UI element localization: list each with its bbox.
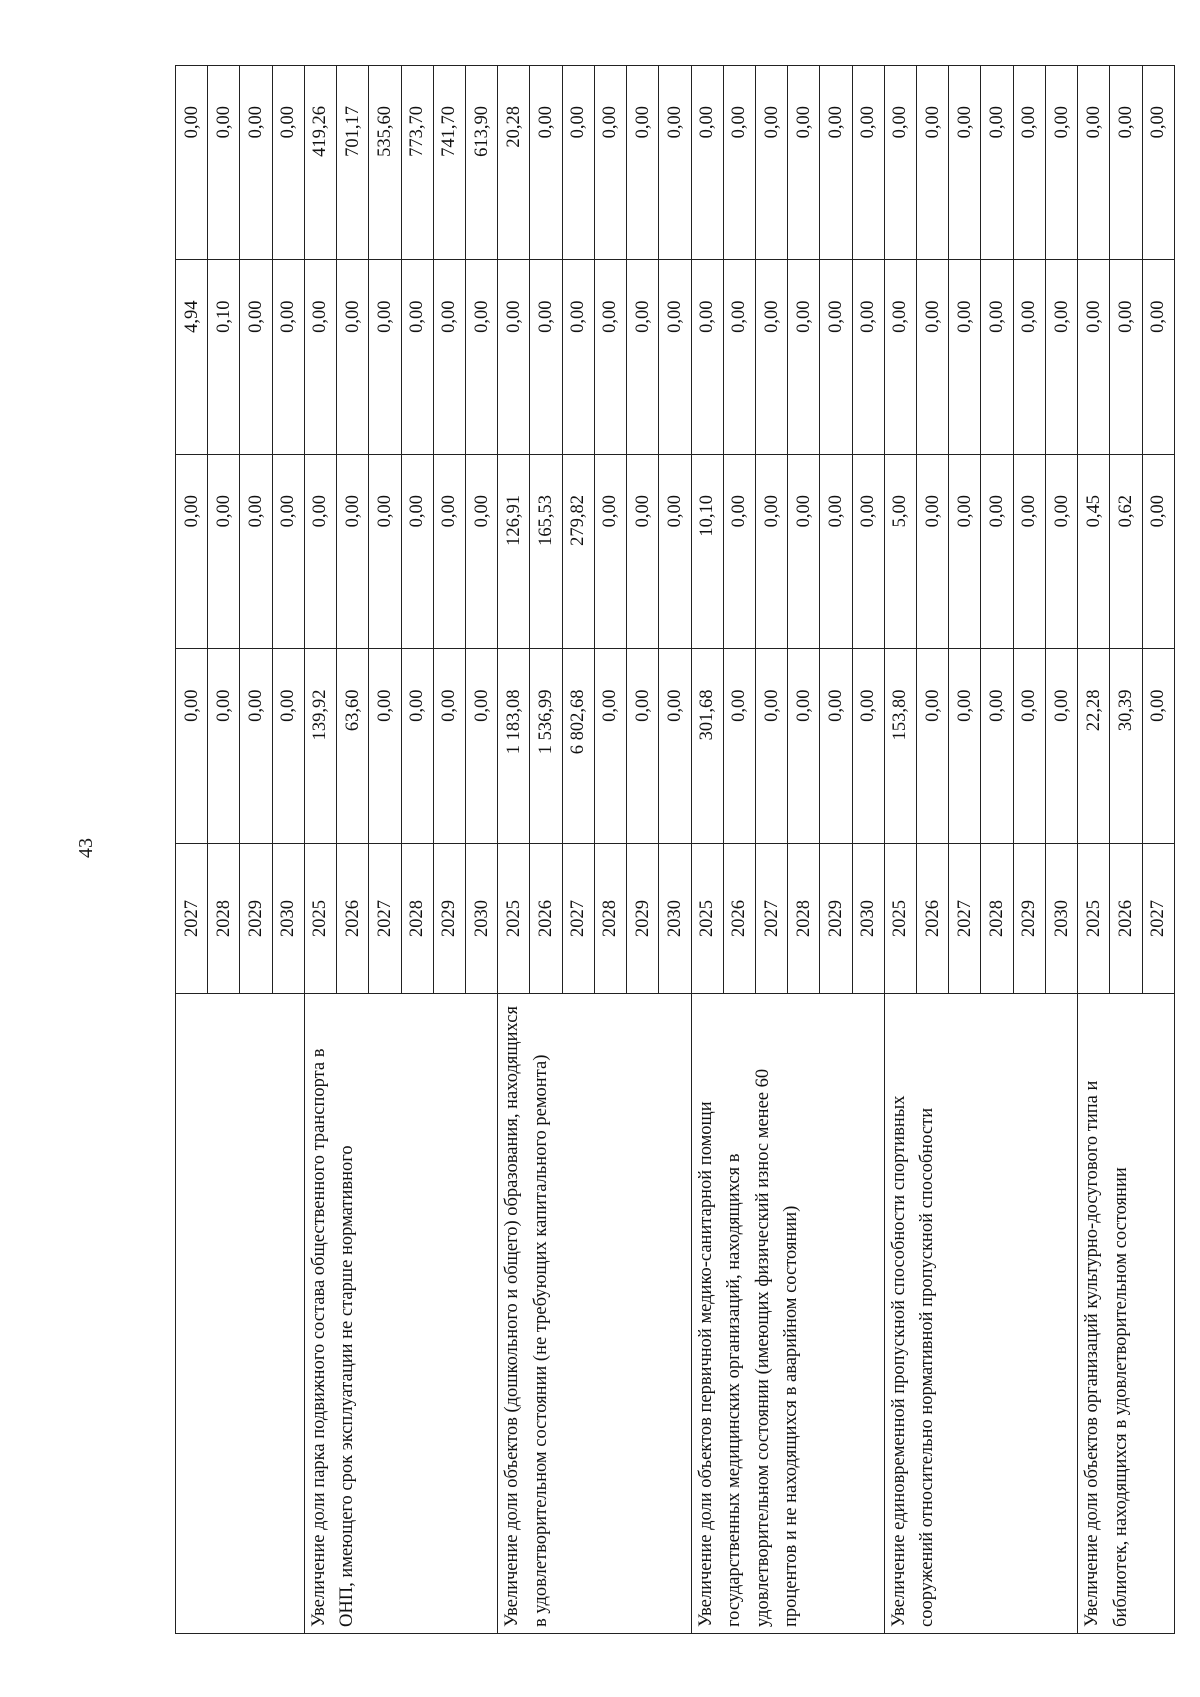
table-row xyxy=(176,66,208,1634)
value-cell: 741,70 xyxy=(433,66,465,261)
value-cell: 0,00 xyxy=(981,66,1013,261)
value-cell: 0,00 xyxy=(1110,66,1142,261)
value-cell: 20,28 xyxy=(498,66,530,261)
value-cell: 0,00 xyxy=(433,260,465,455)
value-cell: 0,00 xyxy=(981,649,1013,844)
value-cell: 0,00 xyxy=(917,649,949,844)
value-cell: 0,10 xyxy=(208,260,240,455)
year-cell: 2025 xyxy=(498,844,530,994)
value-cell: 0,00 xyxy=(981,260,1013,455)
value-cell: 0,00 xyxy=(433,455,465,650)
year-cell: 2025 xyxy=(1078,844,1110,994)
value-cell: 701,17 xyxy=(337,66,369,261)
value-cell: 0,00 xyxy=(240,455,272,650)
value-cell: 0,00 xyxy=(1142,455,1174,650)
indicator-description: Увеличение доли объектов (дошкольного и общего) образования, находящихся в удовлетворительном состоянии (не требующих капитального ремонта) xyxy=(498,994,691,1634)
value-cell: 0,00 xyxy=(240,66,272,261)
year-cell: 2027 xyxy=(755,844,787,994)
value-cell: 0,00 xyxy=(820,649,852,844)
year-cell: 2027 xyxy=(176,844,208,994)
value-cell: 0,00 xyxy=(240,260,272,455)
value-cell: 0,00 xyxy=(208,455,240,650)
value-cell: 0,00 xyxy=(594,260,626,455)
year-cell: 2029 xyxy=(1013,844,1045,994)
value-cell: 0,00 xyxy=(304,260,336,455)
value-cell: 0,00 xyxy=(1013,260,1045,455)
value-cell: 22,28 xyxy=(1078,649,1110,844)
value-cell: 0,00 xyxy=(627,455,659,650)
table-row xyxy=(1078,66,1110,1634)
value-cell: 0,00 xyxy=(465,455,497,650)
value-cell: 0,00 xyxy=(820,455,852,650)
value-cell: 0,00 xyxy=(401,649,433,844)
value-cell: 0,00 xyxy=(337,455,369,650)
year-cell: 2026 xyxy=(530,844,562,994)
year-cell: 2027 xyxy=(949,844,981,994)
value-cell: 0,00 xyxy=(1045,455,1077,650)
value-cell: 0,00 xyxy=(562,260,594,455)
year-cell: 2029 xyxy=(627,844,659,994)
value-cell: 0,00 xyxy=(884,260,916,455)
value-cell: 0,00 xyxy=(820,66,852,261)
year-cell: 2027 xyxy=(369,844,401,994)
value-cell: 0,00 xyxy=(627,66,659,261)
table-row xyxy=(884,66,916,1634)
value-cell: 0,00 xyxy=(723,455,755,650)
value-cell: 0,00 xyxy=(272,455,304,650)
year-cell: 2028 xyxy=(788,844,820,994)
value-cell: 0,00 xyxy=(788,260,820,455)
value-cell: 0,45 xyxy=(1078,455,1110,650)
value-cell: 0,00 xyxy=(1013,649,1045,844)
value-cell: 0,62 xyxy=(1110,455,1142,650)
value-cell: 139,92 xyxy=(304,649,336,844)
value-cell: 0,00 xyxy=(1142,260,1174,455)
year-cell: 2026 xyxy=(917,844,949,994)
value-cell: 0,00 xyxy=(465,649,497,844)
indicator-description: Увеличение доли объектов организаций культурно-досугового типа и библиотек, находящихся в удовлетворительном состоянии xyxy=(1078,994,1175,1634)
indicator-description: Увеличение единовременной пропускной способности спортивных сооружений относительно нормативной пропускной способности xyxy=(884,994,1077,1634)
value-cell: 10,10 xyxy=(691,455,723,650)
value-cell: 0,00 xyxy=(401,455,433,650)
value-cell: 0,00 xyxy=(659,649,691,844)
indicator-description xyxy=(176,994,305,1634)
value-cell: 0,00 xyxy=(1142,649,1174,844)
value-cell: 1 183,08 xyxy=(498,649,530,844)
value-cell: 0,00 xyxy=(691,66,723,261)
value-cell: 0,00 xyxy=(594,66,626,261)
year-cell: 2028 xyxy=(401,844,433,994)
value-cell: 30,39 xyxy=(1110,649,1142,844)
value-cell: 0,00 xyxy=(981,455,1013,650)
value-cell: 0,00 xyxy=(304,455,336,650)
year-cell: 2025 xyxy=(304,844,336,994)
value-cell: 0,00 xyxy=(465,260,497,455)
value-cell: 0,00 xyxy=(627,649,659,844)
value-cell: 0,00 xyxy=(1045,649,1077,844)
year-cell: 2027 xyxy=(1142,844,1174,994)
value-cell: 0,00 xyxy=(788,455,820,650)
value-cell: 0,00 xyxy=(1078,260,1110,455)
value-cell: 279,82 xyxy=(562,455,594,650)
value-cell: 1 536,99 xyxy=(530,649,562,844)
value-cell: 126,91 xyxy=(498,455,530,650)
year-cell: 2025 xyxy=(884,844,916,994)
value-cell: 0,00 xyxy=(1013,455,1045,650)
value-cell: 0,00 xyxy=(917,260,949,455)
value-cell: 0,00 xyxy=(852,66,884,261)
indicator-description: Увеличение доли парка подвижного состава общественного транспорта в ОНП, имеющего срок эксплуатации не старше нормативного xyxy=(304,994,497,1634)
value-cell: 0,00 xyxy=(176,66,208,261)
value-cell: 0,00 xyxy=(176,455,208,650)
value-cell: 0,00 xyxy=(755,649,787,844)
value-cell: 0,00 xyxy=(1045,260,1077,455)
value-cell: 4,94 xyxy=(176,260,208,455)
value-cell: 0,00 xyxy=(272,66,304,261)
value-cell: 0,00 xyxy=(723,66,755,261)
value-cell: 0,00 xyxy=(369,649,401,844)
value-cell: 0,00 xyxy=(594,649,626,844)
value-cell: 0,00 xyxy=(723,260,755,455)
value-cell: 0,00 xyxy=(949,649,981,844)
value-cell: 0,00 xyxy=(852,260,884,455)
value-cell: 0,00 xyxy=(659,260,691,455)
table-body xyxy=(176,66,1175,1634)
funding-table xyxy=(175,65,1175,1634)
value-cell: 63,60 xyxy=(337,649,369,844)
value-cell: 0,00 xyxy=(176,649,208,844)
value-cell: 0,00 xyxy=(562,66,594,261)
value-cell: 0,00 xyxy=(272,260,304,455)
value-cell: 0,00 xyxy=(820,260,852,455)
value-cell: 0,00 xyxy=(755,66,787,261)
value-cell: 0,00 xyxy=(884,66,916,261)
value-cell: 0,00 xyxy=(401,260,433,455)
value-cell: 153,80 xyxy=(884,649,916,844)
value-cell: 535,60 xyxy=(369,66,401,261)
value-cell: 0,00 xyxy=(949,455,981,650)
year-cell: 2030 xyxy=(465,844,497,994)
value-cell: 773,70 xyxy=(401,66,433,261)
value-cell: 0,00 xyxy=(369,260,401,455)
year-cell: 2026 xyxy=(723,844,755,994)
value-cell: 0,00 xyxy=(1110,260,1142,455)
table-row xyxy=(691,66,723,1634)
value-cell: 0,00 xyxy=(788,649,820,844)
value-cell: 6 802,68 xyxy=(562,649,594,844)
year-cell: 2030 xyxy=(852,844,884,994)
value-cell: 0,00 xyxy=(788,66,820,261)
value-cell: 0,00 xyxy=(208,66,240,261)
value-cell: 0,00 xyxy=(530,66,562,261)
value-cell: 0,00 xyxy=(627,260,659,455)
value-cell: 0,00 xyxy=(530,260,562,455)
page-number: 43 xyxy=(74,838,97,858)
indicator-description: Увеличение доли объектов первичной медико-санитарной помощи государственных медицинских организаций, находящихся в удовлетворительном состоянии (имеющих физический износ менее 60 процентов и не находящихся в аварийном состоянии) xyxy=(691,994,884,1634)
value-cell: 0,00 xyxy=(498,260,530,455)
table-row xyxy=(498,66,530,1634)
value-cell: 0,00 xyxy=(755,260,787,455)
value-cell: 0,00 xyxy=(272,649,304,844)
table-row xyxy=(304,66,336,1634)
value-cell: 0,00 xyxy=(594,455,626,650)
year-cell: 2029 xyxy=(240,844,272,994)
year-cell: 2026 xyxy=(1110,844,1142,994)
value-cell: 0,00 xyxy=(852,649,884,844)
year-cell: 2030 xyxy=(659,844,691,994)
year-cell: 2026 xyxy=(337,844,369,994)
value-cell: 0,00 xyxy=(240,649,272,844)
year-cell: 2028 xyxy=(594,844,626,994)
value-cell: 0,00 xyxy=(1045,66,1077,261)
funding-table-container xyxy=(175,66,1175,1634)
value-cell: 165,53 xyxy=(530,455,562,650)
value-cell: 0,00 xyxy=(659,66,691,261)
value-cell: 613,90 xyxy=(465,66,497,261)
value-cell: 0,00 xyxy=(917,455,949,650)
year-cell: 2025 xyxy=(691,844,723,994)
value-cell: 0,00 xyxy=(208,649,240,844)
value-cell: 0,00 xyxy=(755,455,787,650)
value-cell: 0,00 xyxy=(723,649,755,844)
value-cell: 0,00 xyxy=(369,455,401,650)
value-cell: 0,00 xyxy=(852,455,884,650)
value-cell: 0,00 xyxy=(949,66,981,261)
value-cell: 301,68 xyxy=(691,649,723,844)
value-cell: 5,00 xyxy=(884,455,916,650)
value-cell: 0,00 xyxy=(1142,66,1174,261)
year-cell: 2029 xyxy=(433,844,465,994)
value-cell: 0,00 xyxy=(917,66,949,261)
year-cell: 2027 xyxy=(562,844,594,994)
year-cell: 2030 xyxy=(1045,844,1077,994)
year-cell: 2028 xyxy=(981,844,1013,994)
year-cell: 2030 xyxy=(272,844,304,994)
value-cell: 0,00 xyxy=(949,260,981,455)
value-cell: 419,26 xyxy=(304,66,336,261)
value-cell: 0,00 xyxy=(433,649,465,844)
value-cell: 0,00 xyxy=(691,260,723,455)
value-cell: 0,00 xyxy=(659,455,691,650)
year-cell: 2028 xyxy=(208,844,240,994)
year-cell: 2029 xyxy=(820,844,852,994)
value-cell: 0,00 xyxy=(1078,66,1110,261)
value-cell: 0,00 xyxy=(1013,66,1045,261)
value-cell: 0,00 xyxy=(337,260,369,455)
